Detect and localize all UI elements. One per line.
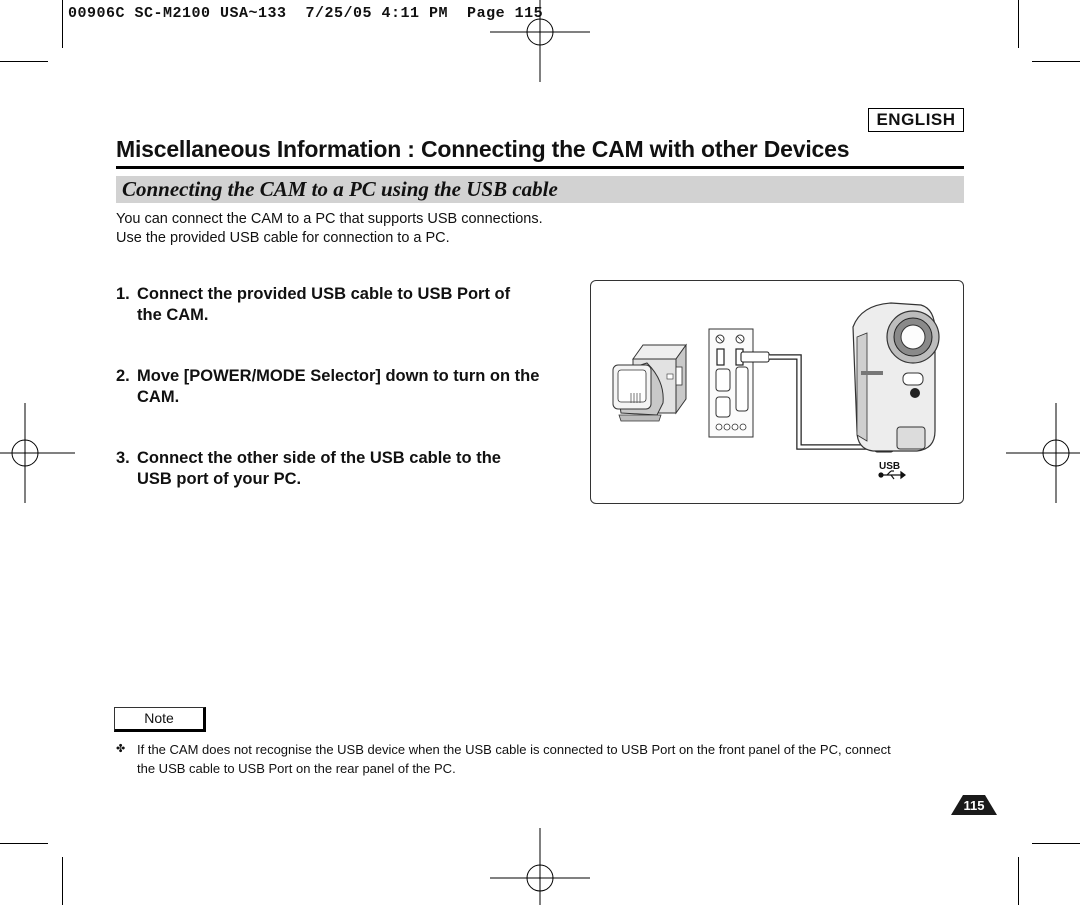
intro-line: Use the provided USB cable for connection to a PC.	[116, 230, 450, 246]
step-line: Move [POWER/MODE Selector] down to turn on the	[137, 367, 540, 385]
step-number: 1.	[116, 285, 130, 303]
usb-icon	[879, 471, 905, 479]
camcorder-illustration	[853, 303, 939, 451]
crop-mark	[1018, 0, 1019, 48]
crop-mark	[0, 61, 48, 62]
note-text	[116, 740, 916, 778]
section-title: Connecting the CAM to a PC using the USB cable	[122, 177, 558, 201]
intro-line: You can connect the CAM to a PC that supports USB connections.	[116, 211, 543, 227]
note-line: the USB cable to USB Port on the rear panel of the PC.	[137, 761, 456, 776]
usb-port	[717, 349, 724, 365]
step-item	[116, 366, 566, 408]
registration-mark-bottom	[490, 828, 590, 905]
note-line: If the CAM does not recognise the USB device when the USB cable is connected to USB Port on the front panel of the PC, connect	[137, 742, 891, 757]
step-item	[116, 284, 566, 326]
note-bullet-icon: ✤	[116, 743, 126, 755]
step-line: the CAM.	[137, 306, 209, 324]
crop-mark	[1018, 857, 1019, 905]
step-line: Connect the other side of the USB cable to the	[137, 449, 501, 467]
registration-mark-left	[0, 403, 75, 503]
steps-list	[116, 284, 566, 490]
crop-mark	[62, 857, 63, 905]
page-title: Miscellaneous Information : Connecting the CAM with other Devices	[116, 136, 850, 162]
usb-connection-illustration	[590, 280, 964, 504]
step-number: 2.	[116, 367, 130, 385]
page-number: 115	[963, 798, 985, 813]
note-label: Note	[114, 707, 206, 732]
usb-diagram	[591, 281, 965, 505]
pc-rear-panel	[709, 329, 753, 437]
intro-text	[116, 210, 543, 248]
step-line: Connect the provided USB cable to USB Port of	[137, 285, 511, 303]
page-number-badge	[951, 795, 997, 815]
step-line: CAM.	[137, 388, 180, 406]
title-rule	[116, 166, 964, 169]
crop-mark	[1032, 843, 1080, 844]
step-line: USB port of your PC.	[137, 470, 302, 488]
crop-mark	[1032, 61, 1080, 62]
registration-mark-right	[1006, 403, 1080, 503]
crop-mark	[62, 0, 63, 48]
language-badge: ENGLISH	[868, 108, 964, 132]
section-header	[116, 176, 964, 203]
crop-mark	[0, 843, 48, 844]
print-header: 00906C SC-M2100 USA~133 7/25/05 4:11 PM Page 115	[68, 5, 544, 22]
step-number: 3.	[116, 449, 130, 467]
step-item	[116, 448, 566, 490]
usb-label: USB	[879, 461, 901, 472]
